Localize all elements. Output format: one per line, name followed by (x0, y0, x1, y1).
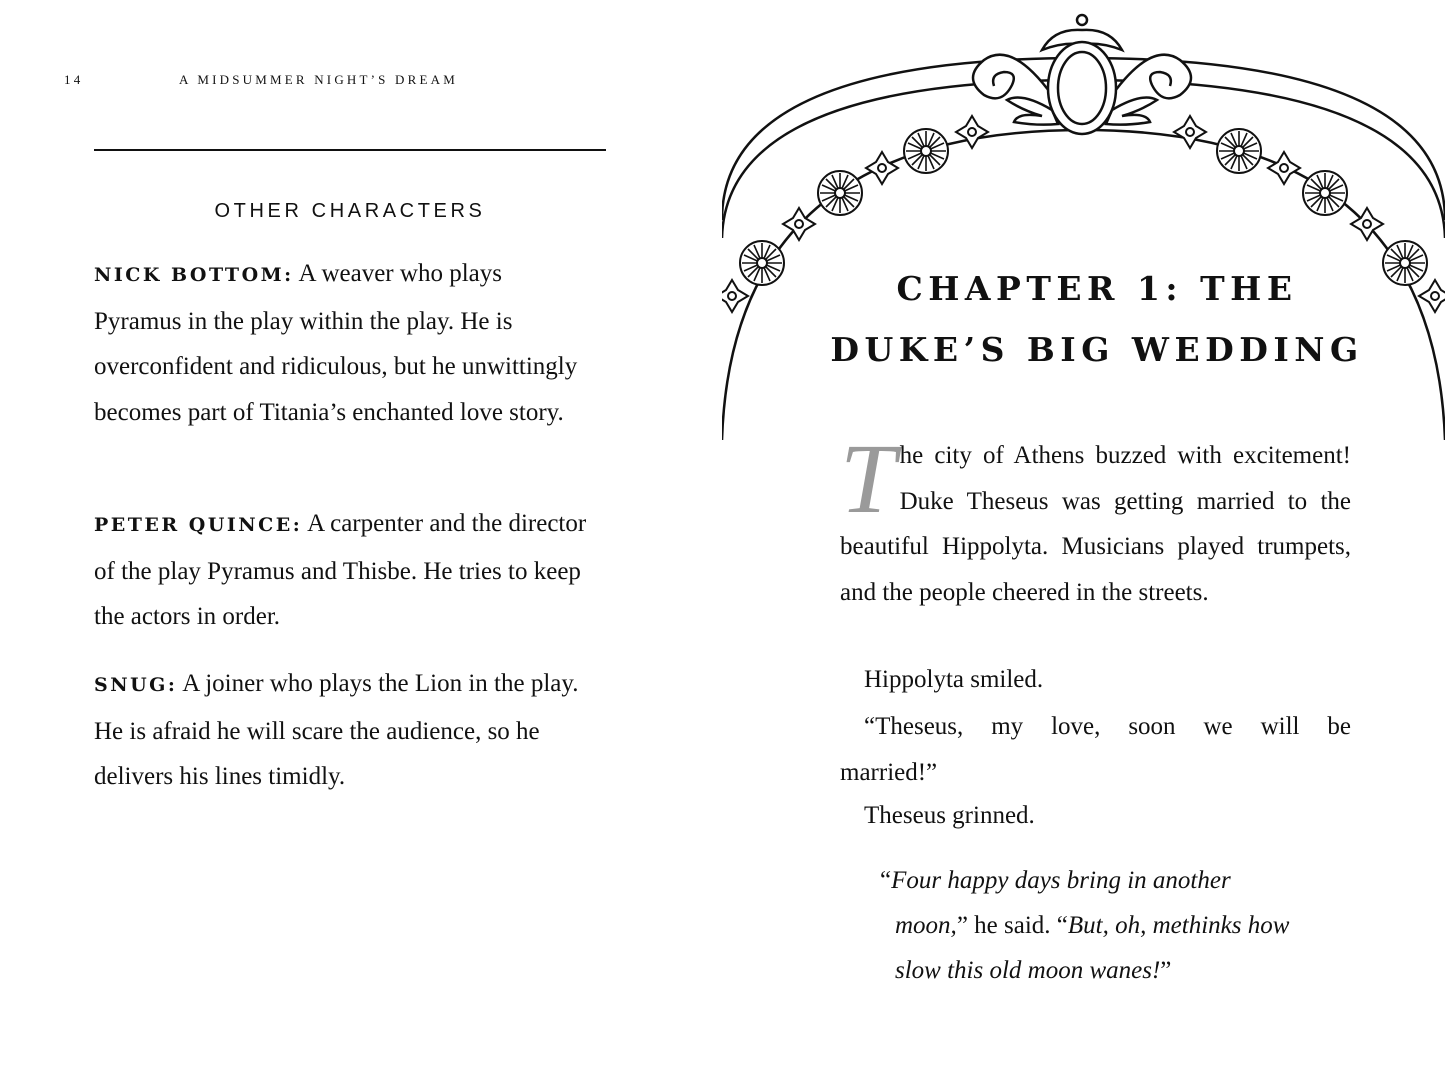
character-description: A weaver who plays Pyramus in the play within the play. He is overconfident and ridiculous, but he unwittingly becomes part of Titania’s enchanted love story. (94, 260, 578, 426)
character-entry-peter-quince (94, 501, 594, 640)
chapter-title: CHAPTER 1: THE (896, 269, 1298, 308)
book-title: A MIDSUMMER NIGHT’S DREAM (179, 72, 458, 87)
verse-line-3: slow this old moon wanes!” (895, 957, 1172, 984)
character-name: NICK BOTTOM: (94, 264, 294, 286)
page-number: 14 (64, 72, 84, 87)
paragraph-text: he city of Athens buzzed with excitement! Duke Theseus was getting married to the beautiful Hippolyta. Musicians played trumpets, and the people cheered in the streets. (840, 442, 1351, 606)
drop-cap: T (840, 423, 896, 534)
right-page (722, 0, 1445, 1068)
left-page (0, 0, 722, 1068)
ornamental-arch-frame (722, 0, 1445, 460)
line-hippolyta-smiled: Hippolyta smiled. (864, 666, 1044, 693)
quote-line-2: married!” (840, 759, 938, 786)
character-name: PETER QUINCE: (94, 514, 303, 536)
divider-rule (94, 149, 606, 151)
chapter-subtitle: DUKE’S BIG WEDDING (830, 330, 1364, 369)
character-entry-nick-bottom (94, 251, 594, 435)
line-theseus-grinned: Theseus grinned. (864, 802, 1035, 829)
verse-line-1: “Four happy days bring in another (880, 867, 1231, 894)
quote-line-1: “Theseus, my love, soon we will be (864, 713, 1351, 740)
section-heading: OTHER CHARACTERS (214, 200, 486, 222)
opening-paragraph (840, 423, 1351, 615)
character-name: SNUG: (94, 674, 178, 696)
verse-line-2: moon,” he said. “But, oh, methinks how (895, 912, 1290, 939)
running-head (64, 72, 544, 92)
character-description: A carpenter and the director of the play Pyramus and Thisbe. He tries to keep the actors in order. (94, 510, 587, 630)
character-description: A joiner who plays the Lion in the play. He is afraid he will scare the audience, so he delivers his lines timidly. (94, 670, 579, 790)
character-entry-snug (94, 661, 594, 800)
